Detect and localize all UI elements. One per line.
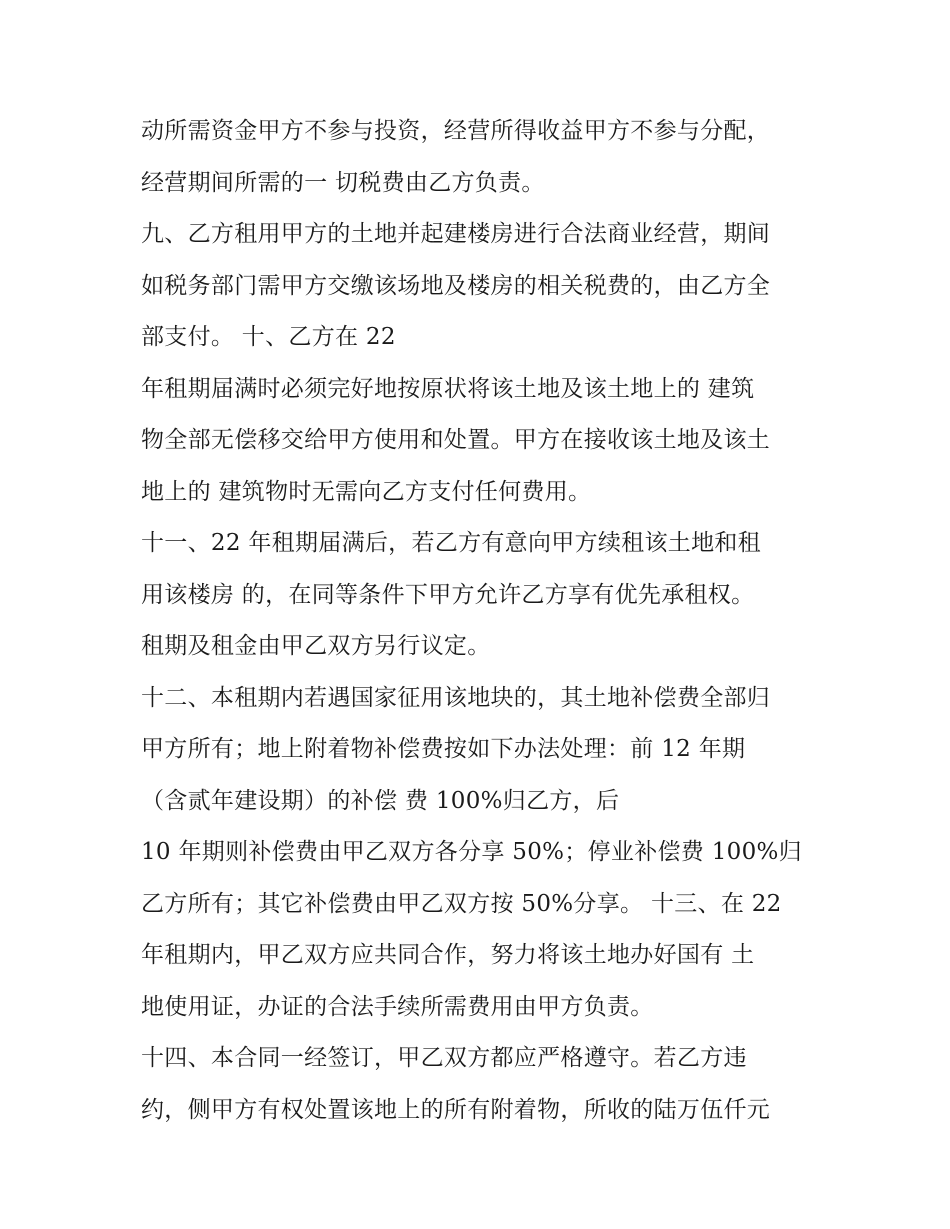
text-line: 用该楼房 的，在同等条件下甲方允许乙方享有优先承租权。 xyxy=(141,581,755,608)
text-line: 部支付。 十、乙方在 22 xyxy=(141,324,396,350)
text-line: 地上的 建筑物时无需向乙方支付任何费用。 xyxy=(141,478,592,505)
text-line: 动所需资金甲方不参与投资，经营所得收益甲方不参与分配， xyxy=(141,118,771,144)
text-line: 十四、本合同一经签订，甲乙双方都应严格遵守。若乙方违 xyxy=(141,1045,747,1071)
text-line: 约，侧甲方有权处置该地上的所有附着物，所收的陆万伍仟元 xyxy=(141,1096,771,1123)
text-line: 九、乙方租用甲方的土地并起建楼房进行合法商业经营，期间 xyxy=(141,221,771,247)
text-line: 经营期间所需的一 切税费由乙方负责。 xyxy=(141,169,545,196)
text-line: 年租期内，甲乙双方应共同合作，努力将该土地办好国有 土 xyxy=(141,942,755,968)
text-line: 如税务部门需甲方交缴该场地及楼房的相关税费的，由乙方全 xyxy=(141,272,771,299)
text-line: 地使用证，办证的合法手续所需费用由甲方负责。 xyxy=(141,993,654,1020)
text-line: 10 年期则补偿费由甲乙双方各分享 50%；停业补偿费 100%归 xyxy=(141,839,802,865)
text-line: （含贰年建设期）的补偿 费 100%归乙方，后 xyxy=(141,787,620,814)
text-line: 物全部无偿移交给甲方使用和处置。甲方在接收该土地及该土 xyxy=(141,427,771,453)
text-line: 甲方所有；地上附着物补偿费按如下办法处理：前 12 年期 xyxy=(141,736,746,762)
text-line: 年租期届满时必须完好地按原状将该土地及该土地上的 建筑 xyxy=(141,375,755,402)
text-line: 租期及租金由甲乙双方另行议定。 xyxy=(141,633,491,659)
document-body xyxy=(141,106,821,1136)
text-line: 十一、22 年租期届满后，若乙方有意向甲方续租该土地和租 xyxy=(141,530,761,556)
text-line: 十二、本租期内若遇国家征用该地块的，其土地补偿费全部归 xyxy=(141,684,771,711)
text-line: 乙方所有；其它补偿费由甲乙双方按 50%分享。 十三、在 22 xyxy=(141,890,782,917)
